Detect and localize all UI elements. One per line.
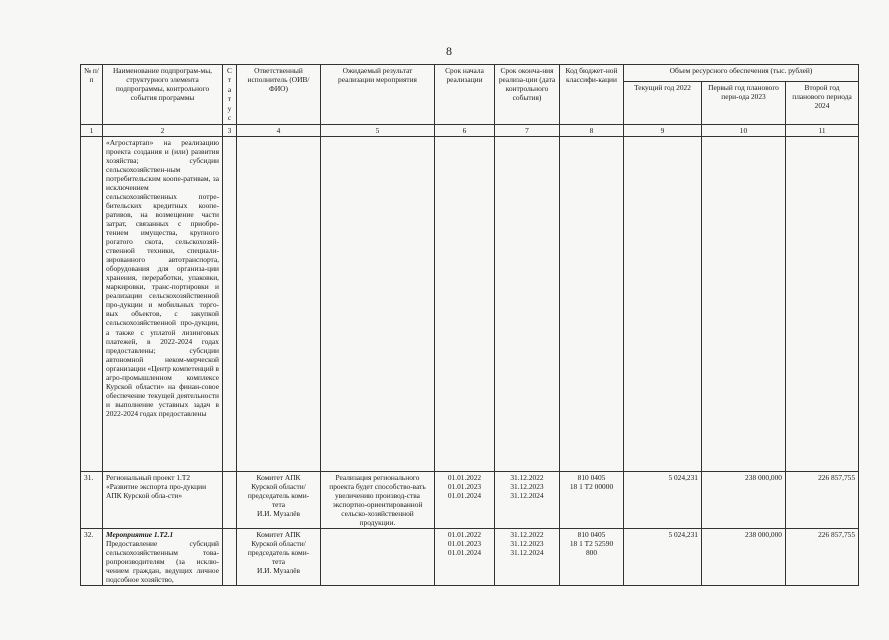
row-name-text: Предоставление субсидий сельскохозяйственным това-ропроизводителям (за исклю-чением граждан, ведущих личное подсобное хозяйство, [106, 539, 219, 585]
cell-2022 [624, 136, 702, 471]
row-amount-2022: 5 024,231 [624, 529, 702, 586]
row-amount-2024: 226 857,755 [786, 529, 859, 586]
column-number: 7 [495, 124, 560, 136]
row-executor: Комитет АПК Курской области/ председатель коми- тета И.И. Музалёв [237, 529, 321, 586]
column-number: 3 [223, 124, 237, 136]
row-budget-code: 810 0405 18 1 Т2 00000 [560, 471, 624, 528]
cell-code [560, 136, 624, 471]
cell-num [81, 136, 103, 471]
column-number: 5 [321, 124, 435, 136]
header-status: С т а т у с [223, 65, 237, 125]
column-number: 10 [702, 124, 786, 136]
row-result [321, 529, 435, 586]
continuation-text: «Агростартап» на реализацию проекта создания и (или) развития хозяйства; субсидии сельскохозяйствен-ным потребительским коопе-ративам, за исключением сельскохозяйственных потре-бительских кредитных коопе-ративов, на возмещение части затрат, связанных с приобре-тением имущества, крупного рогатого скота, сельскохозяй-ственной техники, специали-зированного автотранспорта, оборудования для организа-ции хранения, переработки, упаковки, маркировки, транс-портировки и реализации сельскохозяйственной про-дукции и мобильных торго-вых объектов, с закупкой сельскохозяйственной про-дукции, а также с уплатой лизинговых платежей, в 2022-2024 годах предоставлены; субсидии автономной неком-мерческой организации «Центр компетенций в агро-промышленном комплексе Курской области» на финан-совое обеспечение текущей деятельности и выполнение уставных задач в 2022-2024 годах предоставлены [103, 136, 223, 471]
row-name-title: Мероприятие 1.Т2.1 [106, 530, 174, 540]
column-number-row [81, 124, 859, 136]
cell-start [435, 136, 495, 471]
row-end-dates: 31.12.2022 31.12.2023 31.12.2024 [495, 471, 560, 528]
cell-result [321, 136, 435, 471]
row-result: Реализация регионального проекта будет способство-вать увеличению производ-ства экспортно-ориентированной сельско-хозяйственной продукции. [321, 471, 435, 528]
row-end-dates: 31.12.2022 31.12.2023 31.12.2024 [495, 529, 560, 586]
continuation-row [81, 136, 859, 471]
header-end: Срок оконча-ния реализа-ции (дата контрольного события) [495, 65, 560, 125]
header-result: Ожидаемый результат реализации мероприятия [321, 65, 435, 125]
column-number: 4 [237, 124, 321, 136]
row-amount-2023: 238 000,000 [702, 471, 786, 528]
cell-2024 [786, 136, 859, 471]
header-year-2023: Первый год планового пери-ода 2023 [702, 82, 786, 125]
column-number: 9 [624, 124, 702, 136]
row-status [223, 529, 237, 586]
row-executor: Комитет АПК Курской области/ председатель коми- тета И.И. Музалёв [237, 471, 321, 528]
row-number: 32. [81, 529, 103, 586]
page-number: 8 [446, 44, 452, 58]
header-resources: Объем ресурсного обеспечения (тыс. рублей) [624, 65, 859, 82]
cell-2023 [702, 136, 786, 471]
row-amount-2023: 238 000,000 [702, 529, 786, 586]
header-name: Наименование подпрограм-мы, структурного элемента подпрограммы, контрольного события программы [103, 65, 223, 125]
row-amount-2022: 5 024,231 [624, 471, 702, 528]
column-number: 11 [786, 124, 859, 136]
row-name [103, 529, 223, 586]
header-year-2024: Второй год планового периода 2024 [786, 82, 859, 125]
cell-end [495, 136, 560, 471]
header-year-2022: Текущий год 2022 [624, 82, 702, 125]
row-start-dates: 01.01.2022 01.01.2023 01.01.2024 [435, 471, 495, 528]
table-row [81, 471, 859, 528]
resource-table [80, 64, 859, 586]
row-amount-2024: 226 857,755 [786, 471, 859, 528]
row-number: 31. [81, 471, 103, 528]
header-num: № п/п [81, 65, 103, 125]
header-row [81, 65, 859, 82]
header-start: Срок начала реализации [435, 65, 495, 125]
table-row [81, 529, 859, 586]
column-number: 1 [81, 124, 103, 136]
column-number: 8 [560, 124, 624, 136]
cell-executor [237, 136, 321, 471]
column-number: 6 [435, 124, 495, 136]
header-code: Код бюджет-ной классифи-кации [560, 65, 624, 125]
row-status [223, 471, 237, 528]
row-budget-code: 810 0405 18 1 Т2 52590 800 [560, 529, 624, 586]
row-name: Региональный проект 1.Т2 «Развитие экспорта про-дукции АПК Курской обла-сти» [103, 471, 223, 528]
column-number: 2 [103, 124, 223, 136]
header-executor: Ответственный исполнитель (ОИВ/ФИО) [237, 65, 321, 125]
cell-status [223, 136, 237, 471]
row-start-dates: 01.01.2022 01.01.2023 01.01.2024 [435, 529, 495, 586]
